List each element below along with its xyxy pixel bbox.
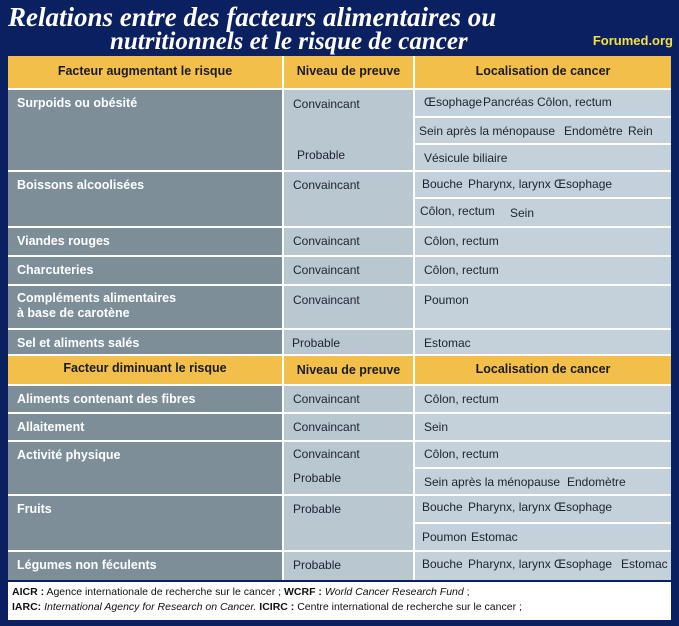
factor-fibres: Aliments contenant des fibres: [8, 386, 282, 412]
location-text: Endomètre: [567, 475, 626, 489]
location-text: Œsophage: [554, 557, 613, 571]
location-text: Estomac: [471, 530, 518, 544]
location-text: Sein après la ménopause: [424, 475, 561, 489]
location-text: Estomac: [621, 557, 668, 571]
level-charcuteries: [284, 257, 413, 284]
level-text: Probable: [293, 558, 342, 572]
footnote: [8, 582, 671, 620]
location-text: Sein: [424, 420, 449, 434]
level-text: Convaincant: [293, 178, 360, 192]
factor-sel: Sel et aliments salés: [8, 330, 282, 354]
factor-charcuteries: Charcuteries: [8, 257, 282, 284]
location-text: Poumon: [422, 530, 467, 544]
factor-alcool: Boissons alcoolisées: [8, 172, 282, 226]
location-text: Sein après la ménopause: [419, 124, 556, 138]
level-text: Probable: [293, 502, 342, 516]
level-text: Convaincant: [293, 293, 360, 307]
level-activite: [284, 442, 413, 494]
header-factor-increase: Facteur augmentant le risque: [8, 56, 282, 88]
abbr-circ: ICIRC :: [259, 601, 295, 613]
location-text: Sein: [510, 206, 535, 220]
circ-text: Centre international de recherche sur le cancer ;: [297, 601, 522, 613]
factor-legumes: Légumes non féculents: [8, 552, 282, 580]
title-line-2: nutritionnels et le risque de cancer: [110, 28, 468, 55]
location-row: [415, 496, 671, 522]
level-sel: [284, 330, 413, 354]
header-location-increase: Localisation de cancer: [415, 56, 671, 88]
location-row: [415, 118, 671, 143]
level-text: Probable: [293, 471, 342, 485]
footnote-line-2: [12, 601, 522, 613]
location-row: [415, 442, 671, 467]
location-text: Pharynx, larynx: [468, 500, 551, 514]
location-row: [415, 330, 671, 354]
location-row: [415, 524, 671, 550]
location-text: Pharynx, larynx: [468, 557, 551, 571]
level-viandes: [284, 228, 413, 255]
location-row: [415, 199, 671, 226]
location-text: Rein: [628, 124, 653, 138]
factor-line: Compléments alimentaires: [17, 291, 177, 305]
factor-viandes: Viandes rouges: [8, 228, 282, 255]
factor-surpoids: Surpoids ou obésité: [8, 90, 282, 170]
location-text: Côlon, rectum: [537, 95, 612, 109]
level-text: Probable: [292, 336, 341, 350]
site-watermark: Forumed.org: [592, 33, 673, 48]
location-text: Côlon, rectum: [424, 447, 499, 461]
location-row: [415, 414, 671, 440]
factor-line: à base de carotène: [17, 306, 130, 320]
location-text: Vésicule biliaire: [424, 151, 508, 165]
location-text: Œsophage: [424, 95, 483, 109]
level-text: Probable: [297, 148, 346, 162]
abbr-aicr: AICR :: [12, 586, 45, 598]
abbr-iarc: IARC:: [12, 601, 42, 613]
level-text: Convaincant: [293, 420, 360, 434]
level-text: Convaincant: [293, 447, 360, 461]
location-text: Poumon: [424, 293, 469, 307]
level-text: Convaincant: [293, 392, 360, 406]
aicr-text: Agence internationale de recherche sur le cancer ;: [46, 586, 282, 598]
location-text: Bouche: [422, 500, 463, 514]
location-row: [415, 469, 671, 494]
level-surpoids: [284, 90, 413, 170]
location-text: Côlon, rectum: [424, 234, 499, 248]
factor-complements: [8, 286, 282, 328]
location-text: Œsophage: [554, 500, 613, 514]
location-row: [415, 386, 671, 412]
level-fibres: [284, 386, 413, 412]
header-factor-decrease: Facteur diminuant le risque: [8, 356, 282, 384]
location-text: Pharynx, larynx: [468, 177, 551, 191]
location-text: Endomètre: [564, 124, 623, 138]
location-text: Côlon, rectum: [424, 263, 499, 277]
location-text: Bouche: [422, 177, 463, 191]
header-location-decrease: Localisation de cancer: [415, 356, 671, 384]
level-text: Convaincant: [293, 97, 360, 111]
location-row: [415, 257, 671, 284]
location-text: Bouche: [422, 557, 463, 571]
location-row: [415, 172, 671, 197]
level-allaitement: [284, 414, 413, 440]
location-row: [415, 286, 671, 328]
location-text: Côlon, rectum: [420, 204, 495, 218]
level-alcool: [284, 172, 413, 226]
factor-activite: Activité physique: [8, 442, 282, 494]
factor-fruits: Fruits: [8, 496, 282, 550]
location-row: [415, 228, 671, 255]
iarc-text: International Agency for Research on Cancer.: [44, 601, 257, 613]
level-text: Convaincant: [293, 234, 360, 248]
title-line-1: Relations entre des facteurs alimentaires ou: [8, 2, 497, 32]
wcrf-end: ;: [466, 586, 470, 598]
level-fruits: [284, 496, 413, 550]
location-text: Côlon, rectum: [424, 392, 499, 406]
location-text: Pancréas: [483, 95, 534, 109]
location-text: Estomac: [424, 336, 471, 350]
location-text: Œsophage: [554, 177, 613, 191]
wcrf-text: World Cancer Research Fund: [324, 586, 464, 598]
location-row: [415, 90, 671, 116]
relations-table: [8, 56, 671, 580]
factor-allaitement: Allaitement: [8, 414, 282, 440]
level-text: Convaincant: [293, 263, 360, 277]
header-level-decrease: Niveau de preuve: [284, 356, 413, 384]
header-level-increase: Niveau de preuve: [284, 56, 413, 88]
footnote-line-1: [12, 586, 470, 598]
location-row: [415, 552, 671, 580]
level-legumes: [284, 552, 413, 580]
location-row: [415, 145, 671, 170]
abbr-wcrf: WCRF :: [284, 586, 322, 598]
level-complements: [284, 286, 413, 328]
